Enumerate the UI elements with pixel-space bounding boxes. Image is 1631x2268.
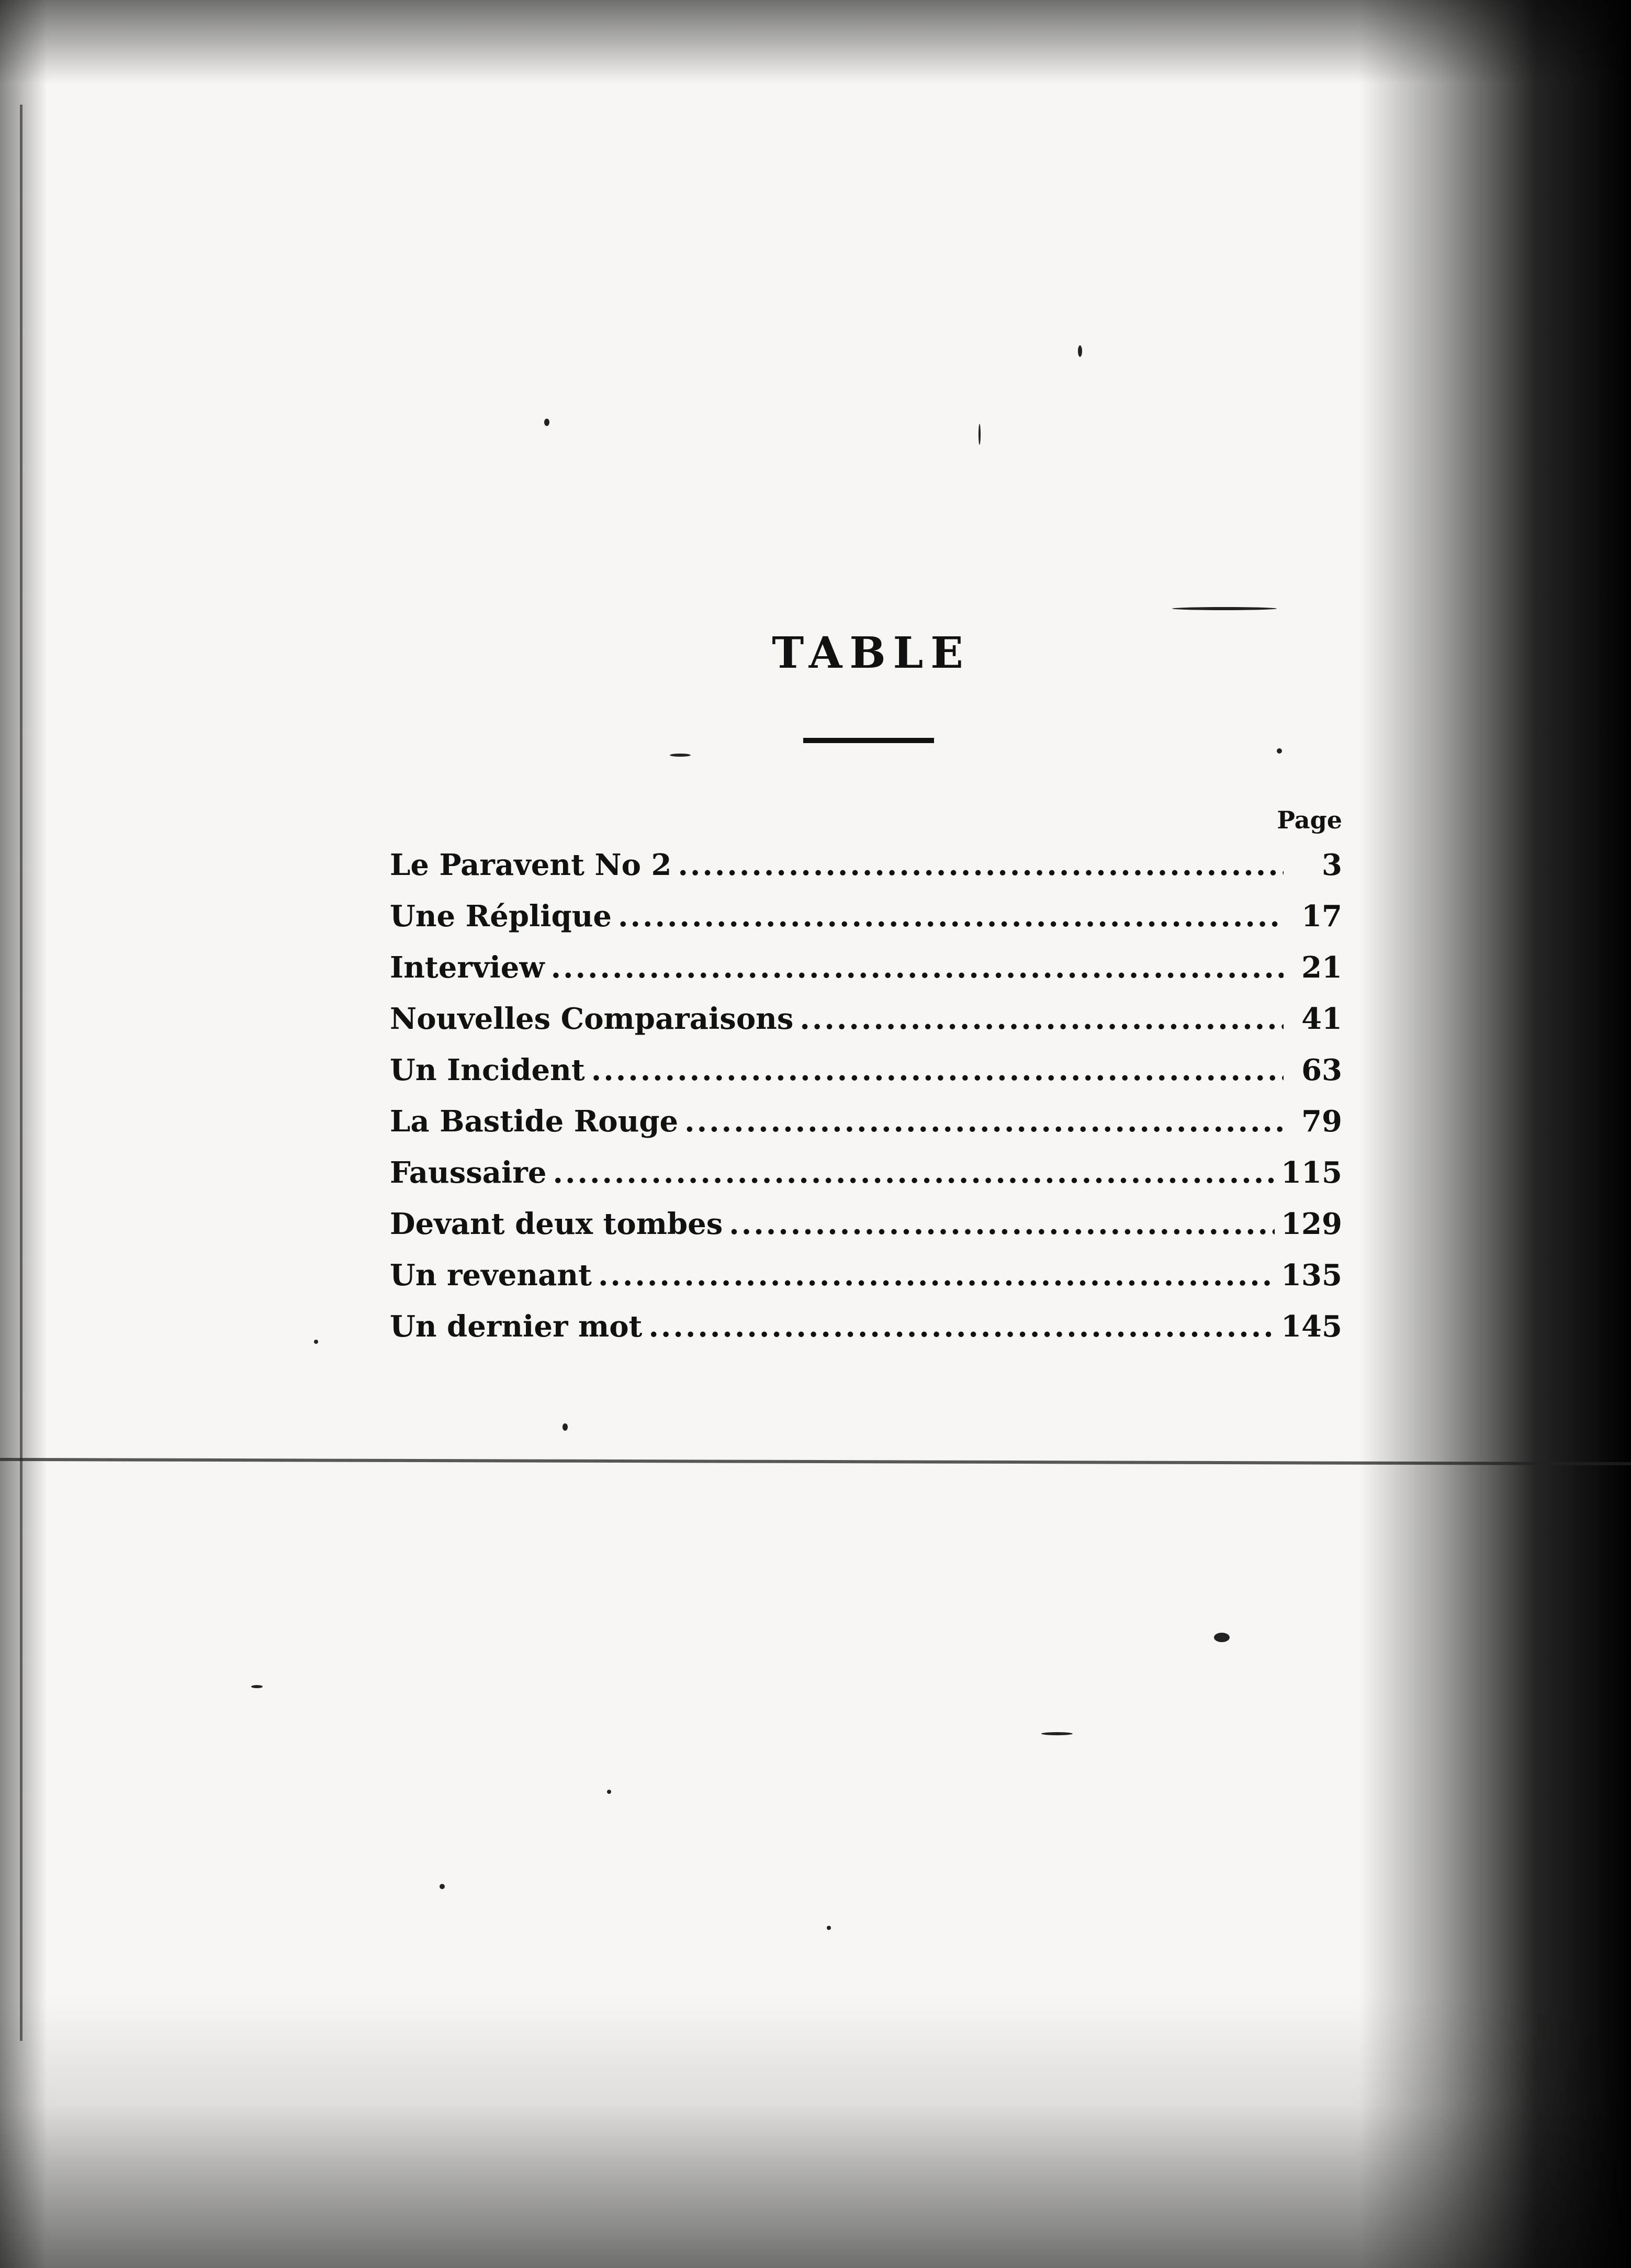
toc-row [390, 848, 1342, 899]
toc-entry-page: 135 [1281, 1258, 1342, 1293]
toc-entry-title: Un Incident [390, 1053, 585, 1087]
toc-entry-page: 41 [1301, 1002, 1342, 1036]
scan-edge-right [1359, 0, 1631, 2268]
toc-dot-leader [598, 1258, 1275, 1293]
scan-edge-bottom [0, 1996, 1631, 2268]
toc-entry-title: La Bastide Rouge [390, 1104, 679, 1139]
toc-row [390, 1309, 1342, 1361]
toc-row [390, 1258, 1342, 1309]
toc-entry-title: Interview [390, 950, 545, 985]
toc-dot-leader [678, 848, 1284, 882]
toc-entry-title: Le Paravent No 2 [390, 848, 672, 882]
toc-entries [390, 848, 1342, 1361]
toc-dot-leader [551, 950, 1284, 985]
scan-edge-left [0, 0, 47, 2268]
toc-dot-leader [618, 899, 1284, 934]
toc-entry-page: 115 [1281, 1155, 1342, 1190]
toc-entry-title: Nouvelles Comparaisons [390, 1002, 794, 1036]
toc-entry-title: Faussaire [390, 1155, 547, 1190]
toc-entry-page: 3 [1322, 848, 1342, 882]
toc-entry-title: Un dernier mot [390, 1309, 643, 1344]
toc-entry-page: 17 [1301, 899, 1342, 934]
toc-dot-leader [800, 1002, 1284, 1036]
toc-entry-page: 21 [1301, 950, 1342, 985]
toc-entry-page: 79 [1301, 1104, 1342, 1139]
toc-dot-leader [729, 1207, 1275, 1241]
toc-row [390, 950, 1342, 1002]
toc-row [390, 1155, 1342, 1207]
toc-entry-title: Devant deux tombes [390, 1207, 723, 1241]
title-rule [803, 738, 934, 743]
binding-line [20, 105, 23, 2041]
toc-dot-leader [553, 1155, 1275, 1190]
toc-entry-page: 129 [1281, 1207, 1342, 1241]
toc-row [390, 1002, 1342, 1053]
page-title: TABLE [772, 628, 971, 678]
toc-entry-page: 63 [1301, 1053, 1342, 1087]
toc-row [390, 1104, 1342, 1155]
toc-row [390, 899, 1342, 950]
toc-dot-leader [648, 1309, 1275, 1344]
page-fold-line [0, 1458, 1631, 1465]
table-of-contents [390, 806, 1342, 1361]
toc-entry-title: Une Réplique [390, 899, 612, 934]
page-column-label: Page [1277, 806, 1342, 834]
toc-dot-leader [591, 1053, 1284, 1087]
toc-row [390, 1207, 1342, 1258]
scan-edge-top [0, 0, 1631, 84]
toc-dot-leader [684, 1104, 1284, 1139]
toc-entry-title: Un revenant [390, 1258, 592, 1293]
toc-row [390, 1053, 1342, 1104]
toc-entry-page: 145 [1281, 1309, 1342, 1344]
